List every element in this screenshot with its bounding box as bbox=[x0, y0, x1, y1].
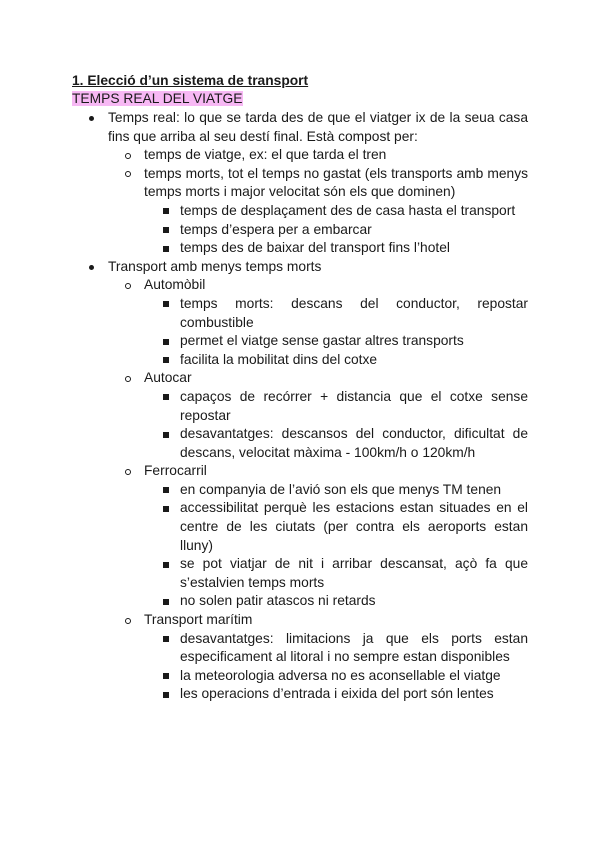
list-item-text: Ferrocarril bbox=[144, 463, 207, 479]
list-item-text: temps d’espera per a embarcar bbox=[180, 221, 372, 237]
list-item-text: accessibilitat perquè les estacions estan situades en el centre de les ciutats (per contra els aeroports estan lluny) bbox=[180, 500, 528, 553]
bullet-list bbox=[72, 109, 528, 704]
list-item-text: temps morts, tot el temps no gastat (els transports amb menys temps morts i major velocitat són els que dominen) bbox=[144, 165, 528, 200]
list-item bbox=[108, 369, 528, 462]
list-item-text: capaços de recórrer + distancia que el cotxe sense repostar bbox=[180, 388, 528, 423]
list-item bbox=[108, 462, 528, 611]
bullet-square-icon bbox=[144, 295, 180, 314]
document-page bbox=[72, 72, 528, 704]
list-item bbox=[144, 685, 528, 704]
bullet-square-icon bbox=[144, 685, 180, 704]
list-item-text: Autocar bbox=[144, 370, 192, 386]
bullet-square-icon bbox=[144, 351, 180, 370]
section-heading: 1. Elecció d’un sistema de transport bbox=[72, 73, 309, 88]
list-item-text: Automòbil bbox=[144, 277, 206, 293]
list-item-text: Temps real: lo que se tarda des de que el viatger ix de la seua casa fins que arriba al seu destí final. Està compost per: bbox=[108, 110, 528, 144]
list-item bbox=[144, 499, 528, 555]
list-item-text: Transport amb menys temps morts bbox=[108, 258, 322, 274]
bullet-square-icon bbox=[144, 555, 180, 574]
list-item bbox=[144, 239, 528, 258]
sub-sub-list bbox=[144, 481, 528, 611]
list-item-text: facilita la mobilitat dins del cotxe bbox=[180, 351, 378, 367]
bullet-square-icon bbox=[144, 499, 180, 518]
list-item bbox=[108, 276, 528, 369]
list-item-text: temps de viatge, ex: el que tarda el tren bbox=[144, 147, 387, 163]
bullet-square-icon bbox=[144, 239, 180, 258]
list-item-text: temps morts: descans del conductor, repostar combustible bbox=[180, 295, 528, 330]
sub-list bbox=[108, 276, 528, 704]
bullet-circle-icon bbox=[108, 165, 144, 184]
bullet-square-icon bbox=[144, 388, 180, 407]
list-item-text: en companyia de l’avió son els que menys TM tenen bbox=[180, 481, 502, 497]
list-item bbox=[144, 388, 528, 425]
list-item-text: desavantatges: limitacions ja que els ports estan especificament al litoral i no sempre estan disponibles bbox=[180, 630, 528, 665]
list-item bbox=[144, 332, 528, 351]
list-item-text: temps de desplaçament des de casa hasta el transport bbox=[180, 202, 516, 218]
bullet-circle-icon bbox=[108, 369, 144, 388]
list-item-text: no solen patir atascos ni retards bbox=[180, 593, 376, 609]
sub-sub-list bbox=[144, 388, 528, 462]
list-item bbox=[144, 667, 528, 686]
sub-sub-list bbox=[144, 295, 528, 369]
list-item-text: se pot viatjar de nit i arribar descansat, açò fa que s’estalvien temps morts bbox=[180, 556, 528, 590]
bullet-square-icon bbox=[144, 425, 180, 444]
bullet-square-icon bbox=[144, 332, 180, 351]
list-item-text: permet el viatge sense gastar altres transports bbox=[180, 333, 464, 349]
bullet-disc-icon bbox=[72, 258, 108, 277]
bullet-square-icon bbox=[144, 481, 180, 500]
bullet-circle-icon bbox=[108, 146, 144, 165]
list-item-text: Transport marítim bbox=[144, 612, 253, 628]
list-item bbox=[108, 146, 528, 165]
bullet-disc-icon bbox=[72, 109, 108, 128]
list-item bbox=[144, 555, 528, 592]
list-item-text: temps des de baixar del transport fins l’hotel bbox=[180, 240, 450, 256]
list-item-text: la meteorologia adversa no es aconsellable el viatge bbox=[180, 667, 501, 683]
list-item bbox=[144, 221, 528, 240]
list-item bbox=[108, 165, 528, 258]
list-item bbox=[144, 351, 528, 370]
list-item bbox=[144, 481, 528, 500]
bullet-square-icon bbox=[144, 667, 180, 686]
list-item bbox=[144, 295, 528, 332]
sub-sub-list bbox=[144, 202, 528, 258]
list-item-text: les operacions d’entrada i eixida del port són lentes bbox=[180, 686, 494, 702]
list-item bbox=[144, 592, 528, 611]
list-item bbox=[72, 109, 528, 258]
highlighted-subheading bbox=[72, 90, 528, 109]
list-item bbox=[144, 202, 528, 221]
bullet-square-icon bbox=[144, 202, 180, 221]
list-item bbox=[108, 611, 528, 704]
bullet-square-icon bbox=[144, 592, 180, 611]
list-item-text: desavantatges: descansos del conductor, dificultat de descans, velocitat màxima - 100km/h o 120km/h bbox=[180, 426, 528, 460]
bullet-circle-icon bbox=[108, 611, 144, 630]
bullet-square-icon bbox=[144, 221, 180, 240]
bullet-square-icon bbox=[144, 630, 180, 649]
list-item bbox=[144, 630, 528, 667]
sub-sub-list bbox=[144, 630, 528, 704]
list-item bbox=[72, 258, 528, 704]
list-item bbox=[144, 425, 528, 462]
subheading-text: TEMPS REAL DEL VIATGE bbox=[72, 91, 243, 106]
bullet-circle-icon bbox=[108, 276, 144, 295]
bullet-circle-icon bbox=[108, 462, 144, 481]
sub-list bbox=[108, 146, 528, 258]
